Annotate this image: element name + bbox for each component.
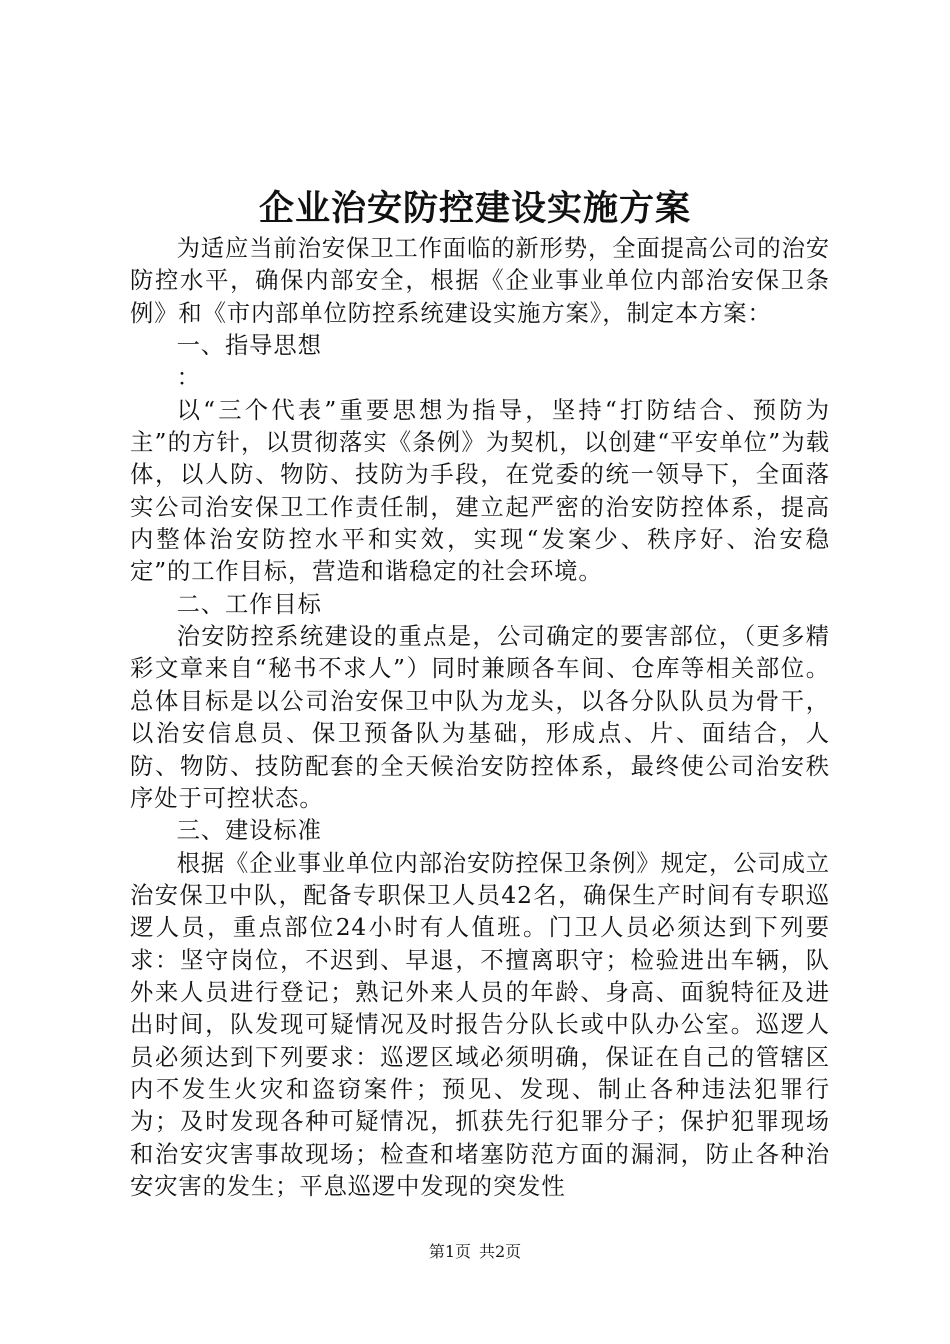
paragraph-colon: ： <box>176 364 201 392</box>
document-body <box>130 233 830 1203</box>
page-total: 共2页 <box>479 1242 522 1261</box>
paragraph-intro: 为适应当前治安保卫工作面临的新形势，全面提高公司的治安防控水平，确保内部安全，根据《企业事业单位内部治安保卫条例》和《市内部单位防控系统建设实施方案》，制定本方案： <box>130 235 830 327</box>
document-title: 企业治安防控建设实施方案 <box>258 188 691 229</box>
paragraph-guiding-ideology: 以“三个代表”重要思想为指导，坚持“打防结合、预防为主”的方针，以贯彻落实《条例》为契机，以创建“平安单位”为载体，以人防、物防、技防为手段，在党委的统一领导下，全面落实公司治安保卫工作责任制，建立起严密的治安防控体系，提高内整体治安防控水平和实效，实现“发案少、秩序好、治安稳定”的工作目标，营造和谐稳定的社会环境。 <box>130 396 830 586</box>
section-heading-guiding-ideology: 一、指导思想 <box>176 332 322 360</box>
paragraph-construction-standards: 根据《企业事业单位内部治安防控保卫条例》规定，公司成立治安保卫中队，配备专职保卫人员42名，确保生产时间有专职巡逻人员，重点部位24小时有人值班。门卫人员必须达到下列要求：坚守岗位，不迟到、早退，不擅离职守；检验进出车辆，队外来人员进行登记；熟记外来人员的年龄、身高、面貌特征及进出时间，队发现可疑情况及时报告分队长或中队办公室。巡逻人员必须达到下列要求：巡逻区域必须明确，保证在自己的管辖区内不发生火灾和盗窃案件；预见、发现、制止各种违法犯罪行为；及时发现各种可疑情况，抓获先行犯罪分子；保护犯罪现场和治安灾害事故现场；检查和堵塞防范方面的漏洞，防止各种治安灾害的发生；平息巡逻中发现的突发性 <box>130 849 830 1200</box>
paragraph-work-goals: 治安防控系统建设的重点是，公司确定的要害部位，（更多精彩文章来自“秘书不求人”）同时兼顾各车间、仓库等相关部位。总体目标是以公司治安保卫中队为龙头，以各分队队员为骨干，以治安信息员、保卫预备队为基础，形成点、片、面结合，人防、物防、技防配套的全天候治安防控体系，最终使公司治安秩序处于可控状态。 <box>130 623 830 812</box>
section-heading-construction-standards: 三、建设标准 <box>176 817 322 845</box>
page-number: 第1页 <box>428 1242 471 1261</box>
page-footer <box>0 1241 950 1263</box>
section-heading-work-goals: 二、工作目标 <box>176 590 322 618</box>
